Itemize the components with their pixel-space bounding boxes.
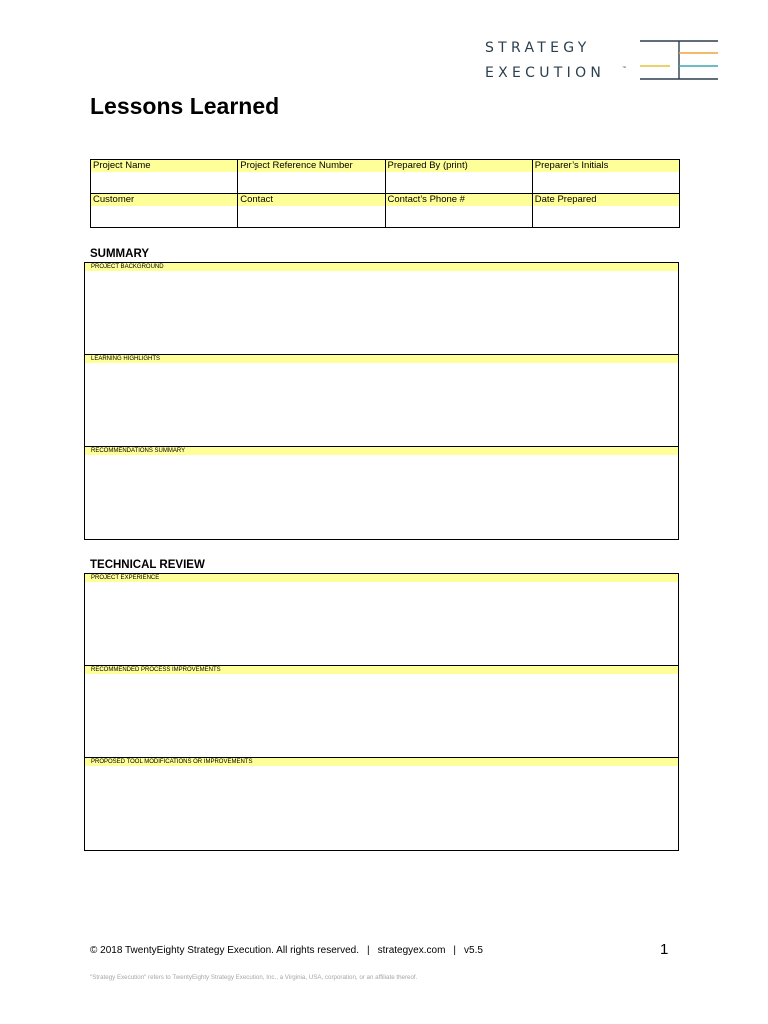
date-prepared-cell[interactable] [532, 194, 679, 228]
cell-label: Contact [238, 194, 384, 206]
footer [90, 945, 483, 956]
footer-separator: | [367, 945, 370, 956]
site-link[interactable]: strategyex.com [377, 945, 446, 956]
cell-label: Prepared By (print) [386, 160, 532, 172]
cell-label: Preparer’s Initials [533, 160, 679, 172]
table-row [91, 194, 680, 228]
copyright-text: © 2018 TwentyEighty Strategy Execution. All rights reserved. [90, 945, 359, 956]
page-title: Lessons Learned [90, 93, 280, 119]
project-info-table [90, 159, 680, 228]
cell-label: Contact’s Phone # [386, 194, 532, 206]
technical-review-heading: TECHNICAL REVIEW [90, 559, 205, 571]
version-text: v5.5 [464, 945, 483, 956]
cell-label: Project Reference Number [238, 160, 384, 172]
field-label: RECOMMENDATIONS SUMMARY [85, 447, 678, 455]
project-name-cell[interactable] [91, 160, 238, 194]
field-label: RECOMMENDED PROCESS IMPROVEMENTS [85, 666, 678, 674]
learning-highlights-field[interactable] [85, 355, 678, 447]
project-background-field[interactable] [85, 263, 678, 355]
strategy-execution-logo [485, 40, 720, 82]
table-row [91, 160, 680, 194]
field-label: LEARNING HIGHLIGHTS [85, 355, 678, 363]
tool-modifications-field[interactable] [85, 758, 678, 850]
logo-trademark: ™ [622, 65, 626, 70]
logo-mark-icon [640, 40, 718, 80]
preparer-initials-cell[interactable] [532, 160, 679, 194]
page-number: 1 [660, 941, 669, 958]
cell-label: Date Prepared [533, 194, 679, 206]
process-improvements-field[interactable] [85, 666, 678, 758]
cell-label: Project Name [91, 160, 237, 172]
summary-box [84, 262, 679, 540]
footer-separator: | [453, 945, 457, 956]
logo-line1: STRATEGY [485, 40, 591, 56]
field-label: PROPOSED TOOL MODIFICATIONS OR IMPROVEMENTS [85, 758, 678, 766]
technical-review-box [84, 573, 679, 851]
contact-phone-cell[interactable] [385, 194, 532, 228]
disclaimer-text: "Strategy Execution" refers to TwentyEighty Strategy Execution, Inc., a Virginia, USA, corporation, or an affiliate thereof. [90, 974, 418, 981]
summary-heading: SUMMARY [90, 248, 149, 260]
logo-line2: EXECUTION [485, 65, 606, 81]
customer-cell[interactable] [91, 194, 238, 228]
recommendations-summary-field[interactable] [85, 447, 678, 539]
cell-label: Customer [91, 194, 237, 206]
project-reference-cell[interactable] [238, 160, 385, 194]
prepared-by-cell[interactable] [385, 160, 532, 194]
field-label: PROJECT EXPERIENCE [85, 574, 678, 582]
field-label: PROJECT BACKGROUND [85, 263, 678, 271]
project-experience-field[interactable] [85, 574, 678, 666]
contact-cell[interactable] [238, 194, 385, 228]
